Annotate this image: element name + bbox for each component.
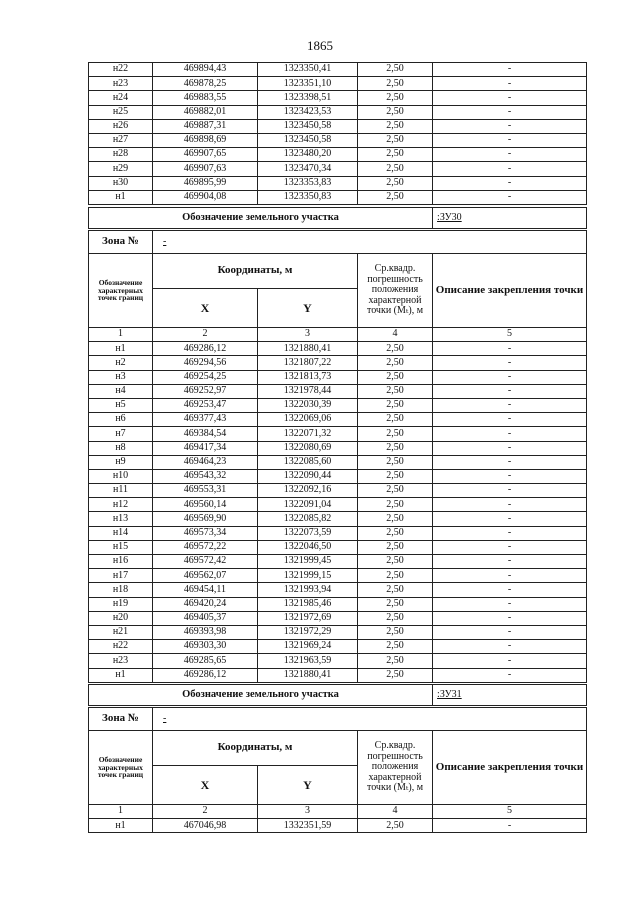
point-id: н9 bbox=[89, 455, 153, 469]
table-row bbox=[89, 611, 587, 625]
table-row bbox=[89, 498, 587, 512]
coord-x: 469882,01 bbox=[153, 105, 258, 119]
coord-x: 469560,14 bbox=[153, 498, 258, 512]
coord-y: 1322080,69 bbox=[258, 441, 358, 455]
header-description: Описание закрепления точки bbox=[433, 254, 587, 328]
error-value: 2,50 bbox=[358, 427, 433, 441]
header-num-5: 5 bbox=[433, 328, 587, 342]
error-value: 2,50 bbox=[358, 441, 433, 455]
description-value: - bbox=[433, 569, 587, 583]
point-id: н1 bbox=[89, 190, 153, 204]
coord-y: 1323470,34 bbox=[258, 162, 358, 176]
zone-label: Зона № bbox=[89, 231, 153, 254]
zone-value: - bbox=[153, 231, 587, 254]
coord-y: 1322091,04 bbox=[258, 498, 358, 512]
description-value: - bbox=[433, 583, 587, 597]
header-y: Y bbox=[258, 766, 358, 805]
table-row bbox=[89, 540, 587, 554]
zone-row-zu31 bbox=[88, 707, 587, 731]
point-id: н28 bbox=[89, 148, 153, 162]
parcel-label: Обозначение земельного участка bbox=[89, 208, 433, 229]
point-id: н30 bbox=[89, 176, 153, 190]
table-row bbox=[89, 91, 587, 105]
table-row bbox=[89, 77, 587, 91]
coord-y: 1323350,83 bbox=[258, 190, 358, 204]
point-id: н7 bbox=[89, 427, 153, 441]
coord-y: 1323351,10 bbox=[258, 77, 358, 91]
point-id: н1 bbox=[89, 819, 153, 833]
error-value: 2,50 bbox=[358, 370, 433, 384]
coord-x: 469895,99 bbox=[153, 176, 258, 190]
point-id: н3 bbox=[89, 370, 153, 384]
coord-x: 469572,22 bbox=[153, 540, 258, 554]
header-coordinates: Координаты, м bbox=[153, 731, 358, 766]
error-value: 2,50 bbox=[358, 398, 433, 412]
point-id: н19 bbox=[89, 597, 153, 611]
coord-y: 1321993,94 bbox=[258, 583, 358, 597]
table-row bbox=[89, 105, 587, 119]
coord-y: 1321972,29 bbox=[258, 625, 358, 639]
point-id: н8 bbox=[89, 441, 153, 455]
table-row bbox=[89, 625, 587, 639]
description-value: - bbox=[433, 498, 587, 512]
coordinates-table-zu30 bbox=[88, 253, 587, 683]
header-y: Y bbox=[258, 289, 358, 328]
error-value: 2,50 bbox=[358, 654, 433, 668]
coord-x: 469894,43 bbox=[153, 63, 258, 77]
table-row bbox=[89, 148, 587, 162]
coord-y: 1322085,60 bbox=[258, 455, 358, 469]
error-value: 2,50 bbox=[358, 540, 433, 554]
error-value: 2,50 bbox=[358, 526, 433, 540]
point-id: н27 bbox=[89, 133, 153, 147]
coord-y: 1321978,44 bbox=[258, 384, 358, 398]
error-value: 2,50 bbox=[358, 413, 433, 427]
table-row bbox=[89, 555, 587, 569]
error-value: 2,50 bbox=[358, 77, 433, 91]
point-id: н23 bbox=[89, 654, 153, 668]
table-row bbox=[89, 413, 587, 427]
point-id: н6 bbox=[89, 413, 153, 427]
error-value: 2,50 bbox=[358, 91, 433, 105]
error-value: 2,50 bbox=[358, 469, 433, 483]
error-value: 2,50 bbox=[358, 342, 433, 356]
description-value: - bbox=[433, 469, 587, 483]
point-id: н16 bbox=[89, 555, 153, 569]
point-id: н24 bbox=[89, 91, 153, 105]
header-numbers-row bbox=[89, 805, 587, 819]
coord-y: 1323398,51 bbox=[258, 91, 358, 105]
table-row bbox=[89, 512, 587, 526]
coord-y: 1321999,45 bbox=[258, 555, 358, 569]
header-x: X bbox=[153, 289, 258, 328]
parcel-title-row bbox=[89, 685, 587, 706]
table-row bbox=[89, 484, 587, 498]
table-row bbox=[89, 398, 587, 412]
header-num-1: 1 bbox=[89, 805, 153, 819]
coord-y: 1332351,59 bbox=[258, 819, 358, 833]
description-value: - bbox=[433, 370, 587, 384]
table-row bbox=[89, 133, 587, 147]
description-value: - bbox=[433, 176, 587, 190]
error-value: 2,50 bbox=[358, 455, 433, 469]
error-value: 2,50 bbox=[358, 625, 433, 639]
description-value: - bbox=[433, 484, 587, 498]
coord-y: 1321999,15 bbox=[258, 569, 358, 583]
description-value: - bbox=[433, 540, 587, 554]
error-value: 2,50 bbox=[358, 356, 433, 370]
table-row bbox=[89, 427, 587, 441]
table-row bbox=[89, 654, 587, 668]
description-value: - bbox=[433, 91, 587, 105]
coord-x: 469883,55 bbox=[153, 91, 258, 105]
table-row bbox=[89, 176, 587, 190]
table-row bbox=[89, 384, 587, 398]
error-value: 2,50 bbox=[358, 569, 433, 583]
coord-x: 469384,54 bbox=[153, 427, 258, 441]
error-value: 2,50 bbox=[358, 190, 433, 204]
coord-y: 1323423,53 bbox=[258, 105, 358, 119]
table-row bbox=[89, 469, 587, 483]
point-id: н1 bbox=[89, 668, 153, 682]
header-description: Описание закрепления точки bbox=[433, 731, 587, 805]
coord-y: 1322071,32 bbox=[258, 427, 358, 441]
coord-x: 469252,97 bbox=[153, 384, 258, 398]
table-row bbox=[89, 569, 587, 583]
point-id: н14 bbox=[89, 526, 153, 540]
error-value: 2,50 bbox=[358, 611, 433, 625]
header-num-2: 2 bbox=[153, 328, 258, 342]
coord-x: 469543,32 bbox=[153, 469, 258, 483]
coord-x: 469420,24 bbox=[153, 597, 258, 611]
coord-x: 469553,31 bbox=[153, 484, 258, 498]
error-value: 2,50 bbox=[358, 384, 433, 398]
description-value: - bbox=[433, 398, 587, 412]
coord-x: 469303,30 bbox=[153, 640, 258, 654]
coord-y: 1322073,59 bbox=[258, 526, 358, 540]
coord-y: 1321813,73 bbox=[258, 370, 358, 384]
point-id: н15 bbox=[89, 540, 153, 554]
coord-y: 1322090,44 bbox=[258, 469, 358, 483]
error-value: 2,50 bbox=[358, 63, 433, 77]
coord-x: 469907,65 bbox=[153, 148, 258, 162]
coord-y: 1321963,59 bbox=[258, 654, 358, 668]
zone-label: Зона № bbox=[89, 708, 153, 731]
coord-y: 1321969,24 bbox=[258, 640, 358, 654]
error-value: 2,50 bbox=[358, 148, 433, 162]
error-value: 2,50 bbox=[358, 105, 433, 119]
point-id: н11 bbox=[89, 484, 153, 498]
header-x: X bbox=[153, 766, 258, 805]
description-value: - bbox=[433, 77, 587, 91]
header-num-4: 4 bbox=[358, 805, 433, 819]
point-id: н2 bbox=[89, 356, 153, 370]
table-row bbox=[89, 441, 587, 455]
point-id: н25 bbox=[89, 105, 153, 119]
description-value: - bbox=[433, 819, 587, 833]
point-id: н20 bbox=[89, 611, 153, 625]
coord-x: 469464,23 bbox=[153, 455, 258, 469]
error-value: 2,50 bbox=[358, 133, 433, 147]
coord-x: 469569,90 bbox=[153, 512, 258, 526]
header-error: Ср.квадр. погрешность положения характерной точки (Mₜ), м bbox=[358, 731, 433, 805]
point-id: н21 bbox=[89, 625, 153, 639]
error-value: 2,50 bbox=[358, 119, 433, 133]
description-value: - bbox=[433, 384, 587, 398]
point-id: н18 bbox=[89, 583, 153, 597]
error-value: 2,50 bbox=[358, 597, 433, 611]
point-id: н23 bbox=[89, 77, 153, 91]
coord-x: 469294,56 bbox=[153, 356, 258, 370]
header-error: Ср.квадр. погрешность положения характерной точки (Mₜ), м bbox=[358, 254, 433, 328]
description-value: - bbox=[433, 119, 587, 133]
coord-x: 469562,07 bbox=[153, 569, 258, 583]
coord-y: 1323450,58 bbox=[258, 133, 358, 147]
error-value: 2,50 bbox=[358, 668, 433, 682]
coord-x: 469904,08 bbox=[153, 190, 258, 204]
coord-x: 469286,12 bbox=[153, 668, 258, 682]
coord-y: 1321972,69 bbox=[258, 611, 358, 625]
point-id: н4 bbox=[89, 384, 153, 398]
error-value: 2,50 bbox=[358, 583, 433, 597]
header-num-3: 3 bbox=[258, 328, 358, 342]
coord-x: 469878,25 bbox=[153, 77, 258, 91]
description-value: - bbox=[433, 427, 587, 441]
header-coordinates: Координаты, м bbox=[153, 254, 358, 289]
table-row bbox=[89, 356, 587, 370]
coord-x: 469907,63 bbox=[153, 162, 258, 176]
point-id: н22 bbox=[89, 640, 153, 654]
coord-x: 469417,34 bbox=[153, 441, 258, 455]
parcel-label: Обозначение земельного участка bbox=[89, 685, 433, 706]
table-row bbox=[89, 190, 587, 204]
coord-x: 469253,47 bbox=[153, 398, 258, 412]
description-value: - bbox=[433, 413, 587, 427]
description-value: - bbox=[433, 654, 587, 668]
description-value: - bbox=[433, 555, 587, 569]
description-value: - bbox=[433, 148, 587, 162]
error-value: 2,50 bbox=[358, 484, 433, 498]
coord-x: 469393,98 bbox=[153, 625, 258, 639]
header-num-1: 1 bbox=[89, 328, 153, 342]
parcel-code: :ЗУ30 bbox=[433, 208, 587, 229]
header-num-2: 2 bbox=[153, 805, 258, 819]
error-value: 2,50 bbox=[358, 555, 433, 569]
coord-x: 467046,98 bbox=[153, 819, 258, 833]
description-value: - bbox=[433, 512, 587, 526]
zone-row-zu30 bbox=[88, 230, 587, 254]
description-value: - bbox=[433, 455, 587, 469]
description-value: - bbox=[433, 625, 587, 639]
description-value: - bbox=[433, 133, 587, 147]
description-value: - bbox=[433, 668, 587, 682]
description-value: - bbox=[433, 640, 587, 654]
coord-y: 1321985,46 bbox=[258, 597, 358, 611]
table-row bbox=[89, 342, 587, 356]
error-value: 2,50 bbox=[358, 162, 433, 176]
table-row bbox=[89, 162, 587, 176]
point-id: н12 bbox=[89, 498, 153, 512]
parcel-zu30-table bbox=[88, 207, 587, 229]
table-row bbox=[89, 819, 587, 833]
coord-x: 469898,69 bbox=[153, 133, 258, 147]
description-value: - bbox=[433, 190, 587, 204]
header-point: Обозначение характерных точек границ bbox=[89, 254, 153, 328]
description-value: - bbox=[433, 342, 587, 356]
description-value: - bbox=[433, 63, 587, 77]
table-row bbox=[89, 370, 587, 384]
point-id: н1 bbox=[89, 342, 153, 356]
point-id: н29 bbox=[89, 162, 153, 176]
parcel-code: :ЗУ31 bbox=[433, 685, 587, 706]
coord-y: 1323450,58 bbox=[258, 119, 358, 133]
coord-y: 1322069,06 bbox=[258, 413, 358, 427]
coord-y: 1323353,83 bbox=[258, 176, 358, 190]
table-row bbox=[89, 668, 587, 682]
table-row bbox=[89, 63, 587, 77]
coord-x: 469285,65 bbox=[153, 654, 258, 668]
description-value: - bbox=[433, 162, 587, 176]
coord-y: 1321880,41 bbox=[258, 342, 358, 356]
zone-value: - bbox=[153, 708, 587, 731]
table-row bbox=[89, 526, 587, 540]
coordinates-table-continuation bbox=[88, 62, 587, 205]
description-value: - bbox=[433, 597, 587, 611]
header-numbers-row bbox=[89, 328, 587, 342]
coordinates-table-zu31 bbox=[88, 730, 587, 833]
coord-x: 469377,43 bbox=[153, 413, 258, 427]
header-point: Обозначение характерных точек границ bbox=[89, 731, 153, 805]
table-row bbox=[89, 640, 587, 654]
table-row bbox=[89, 583, 587, 597]
coord-y: 1322085,82 bbox=[258, 512, 358, 526]
description-value: - bbox=[433, 441, 587, 455]
coord-y: 1323480,20 bbox=[258, 148, 358, 162]
table-row bbox=[89, 597, 587, 611]
coord-x: 469405,37 bbox=[153, 611, 258, 625]
coord-y: 1322030,39 bbox=[258, 398, 358, 412]
description-value: - bbox=[433, 611, 587, 625]
header-num-5: 5 bbox=[433, 805, 587, 819]
coord-x: 469887,31 bbox=[153, 119, 258, 133]
coord-y: 1322046,50 bbox=[258, 540, 358, 554]
error-value: 2,50 bbox=[358, 498, 433, 512]
parcel-title-row bbox=[89, 208, 587, 229]
table-row bbox=[89, 119, 587, 133]
coord-x: 469254,25 bbox=[153, 370, 258, 384]
description-value: - bbox=[433, 526, 587, 540]
coord-y: 1322092,16 bbox=[258, 484, 358, 498]
coord-x: 469454,11 bbox=[153, 583, 258, 597]
coord-y: 1321807,22 bbox=[258, 356, 358, 370]
coord-y: 1323350,41 bbox=[258, 63, 358, 77]
header-num-4: 4 bbox=[358, 328, 433, 342]
error-value: 2,50 bbox=[358, 512, 433, 526]
point-id: н22 bbox=[89, 63, 153, 77]
point-id: н5 bbox=[89, 398, 153, 412]
coord-x: 469286,12 bbox=[153, 342, 258, 356]
coord-x: 469572,42 bbox=[153, 555, 258, 569]
description-value: - bbox=[433, 356, 587, 370]
parcel-zu31-table bbox=[88, 684, 587, 706]
point-id: н13 bbox=[89, 512, 153, 526]
table-row bbox=[89, 455, 587, 469]
description-value: - bbox=[433, 105, 587, 119]
error-value: 2,50 bbox=[358, 819, 433, 833]
coord-x: 469573,34 bbox=[153, 526, 258, 540]
error-value: 2,50 bbox=[358, 176, 433, 190]
page-number: 1865 bbox=[307, 38, 333, 53]
header-num-3: 3 bbox=[258, 805, 358, 819]
point-id: н10 bbox=[89, 469, 153, 483]
point-id: н17 bbox=[89, 569, 153, 583]
point-id: н26 bbox=[89, 119, 153, 133]
error-value: 2,50 bbox=[358, 640, 433, 654]
coord-y: 1321880,41 bbox=[258, 668, 358, 682]
